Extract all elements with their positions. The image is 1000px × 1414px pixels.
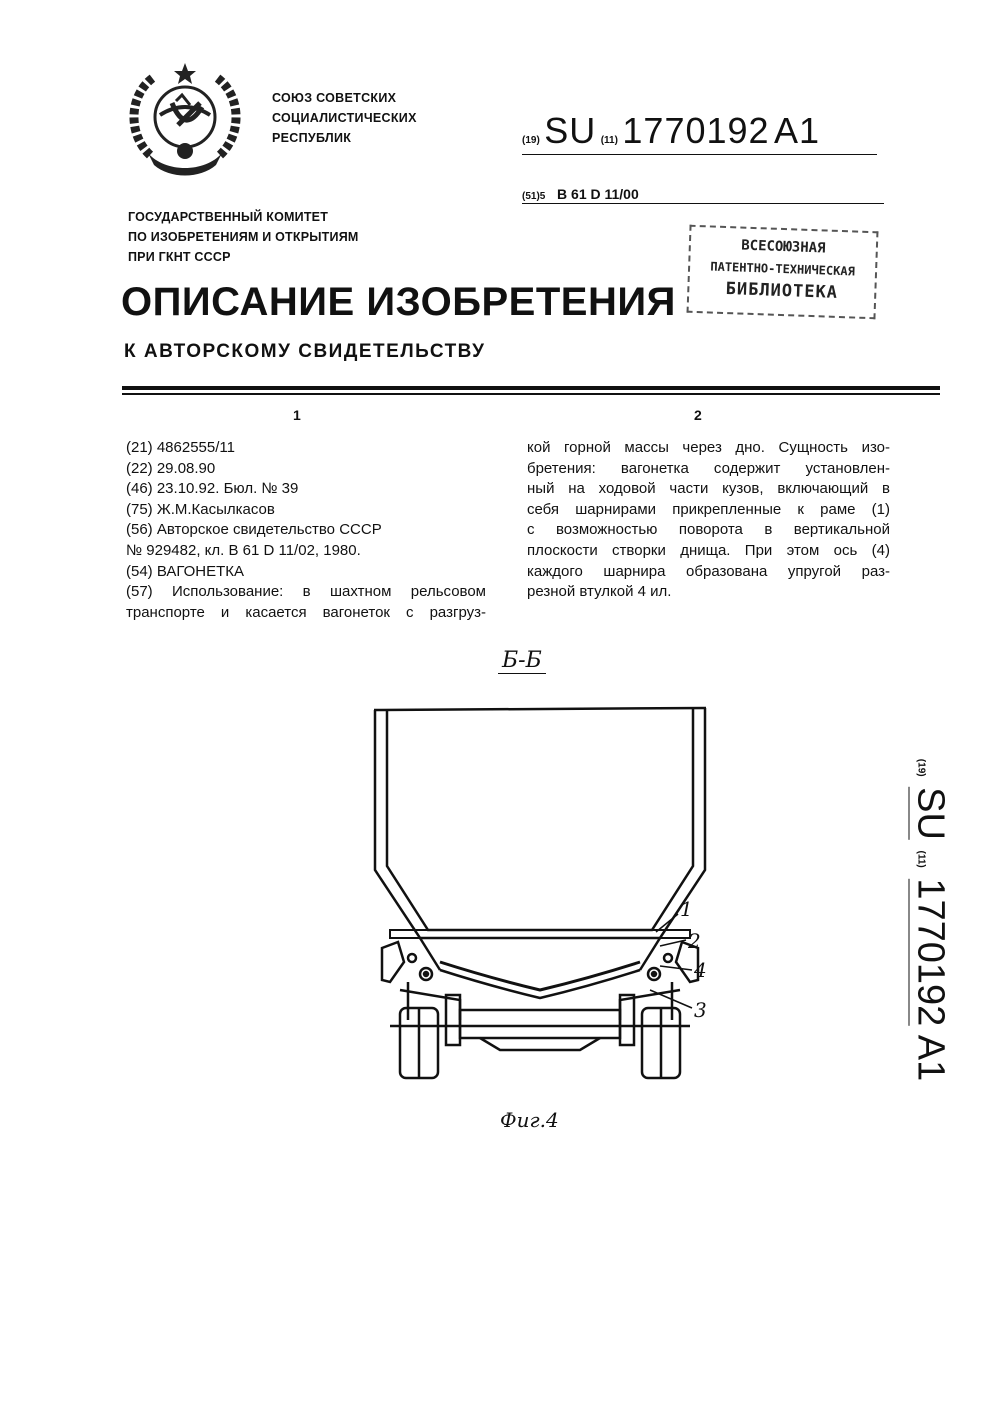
code-51: (51)5 xyxy=(522,191,546,202)
header-rule-thin xyxy=(122,393,940,395)
patent-number: 1770192 xyxy=(909,878,952,1027)
header-rule-thick xyxy=(122,386,940,390)
ipc-code: B 61 D 11/00 xyxy=(557,186,639,202)
side-publication-number xyxy=(900,730,960,1110)
publication-number xyxy=(522,110,877,155)
patent-number: 1770192 xyxy=(622,110,770,151)
union-line: СОЮЗ СОВЕТСКИХ xyxy=(272,91,397,105)
code-11: (11) xyxy=(915,850,927,868)
document-subtitle: К АВТОРСКОМУ СВИДЕТЕЛЬСТВУ xyxy=(124,341,486,362)
union-line: СОЦИАЛИСТИЧЕСКИХ xyxy=(272,111,417,125)
kind-code: A1 xyxy=(774,110,821,151)
text-line: резной втулкой 4 ил. xyxy=(527,583,672,601)
stamp-line: ПАТЕНТНО-ТЕХНИЧЕСКАЯ xyxy=(710,259,856,279)
country-code: SU xyxy=(544,110,597,151)
text-line: (75) Ж.М.Касылкасов xyxy=(126,500,275,518)
committee-line: ПО ИЗОБРЕТЕНИЯМ И ОТКРЫТИЯМ xyxy=(128,230,359,244)
committee-line: ГОСУДАРСТВЕННЫЙ КОМИТЕТ xyxy=(128,210,329,224)
kind-code: A1 xyxy=(909,1034,952,1082)
text-line: (22) 29.08.90 xyxy=(126,459,216,477)
stamp-line: БИБЛИОТЕКА xyxy=(725,279,839,303)
stamp-line: ВСЕСОЮЗНАЯ xyxy=(740,237,826,257)
text-line: каждого шарнира образована упругой раз- xyxy=(527,562,890,580)
library-stamp xyxy=(687,225,879,320)
text-line: плоскости створки днища. При этом ось (4) xyxy=(527,541,890,559)
callout-label: 2 xyxy=(688,929,701,953)
union-line: РЕСПУБЛИК xyxy=(272,131,352,145)
ipc-classification xyxy=(522,186,884,204)
text-line: (56) Авторское свидетельство СССР xyxy=(126,521,382,539)
code-11: (11) xyxy=(600,135,618,146)
callout-label: 3 xyxy=(694,998,707,1022)
abstract-column xyxy=(527,438,890,603)
text-line: бретения: вагонетка содержит установлен- xyxy=(527,459,890,477)
committee-name xyxy=(128,207,359,267)
text-line: (54) ВАГОНЕТКА xyxy=(126,562,245,580)
callout-label: 4 xyxy=(694,958,707,982)
text-line: (21) 4862555/11 xyxy=(126,439,235,456)
committee-line: ПРИ ГКНТ СССР xyxy=(128,250,231,264)
document-title: ОПИСАНИЕ ИЗОБРЕТЕНИЯ xyxy=(121,280,676,324)
section-label: Б-Б xyxy=(498,648,546,674)
text-line: (57) Использование: в шахтном рельсовом xyxy=(126,583,486,601)
text-line: ный на ходовой части кузов, включающий в xyxy=(527,480,890,498)
column-number: 1 xyxy=(293,407,301,423)
union-name xyxy=(272,88,417,148)
country-code: SU xyxy=(909,787,952,840)
text-line: кой горной массы через дно. Сущность изо- xyxy=(527,439,890,456)
callout-label: 1 xyxy=(680,897,693,921)
text-line: себя шарнирами прикрепленные к раме (1) xyxy=(527,500,890,518)
column-number: 2 xyxy=(694,407,702,423)
bibliographic-column xyxy=(126,438,486,623)
text-line: № 929482, кл. B 61 D 11/02, 1980. xyxy=(126,541,361,559)
mine-car-drawing xyxy=(360,690,720,1090)
code-19: (19) xyxy=(522,135,540,146)
figure-caption: Фиг.4 xyxy=(500,1108,559,1132)
text-line: (46) 23.10.92. Бюл. № 39 xyxy=(126,480,299,498)
text-line: с возможностью поворота в вертикальной xyxy=(527,521,890,539)
code-19: (19) xyxy=(915,758,927,777)
text-line: транспорте и касается вагонеток с разгруз- xyxy=(126,603,486,621)
state-emblem-icon xyxy=(120,55,250,185)
